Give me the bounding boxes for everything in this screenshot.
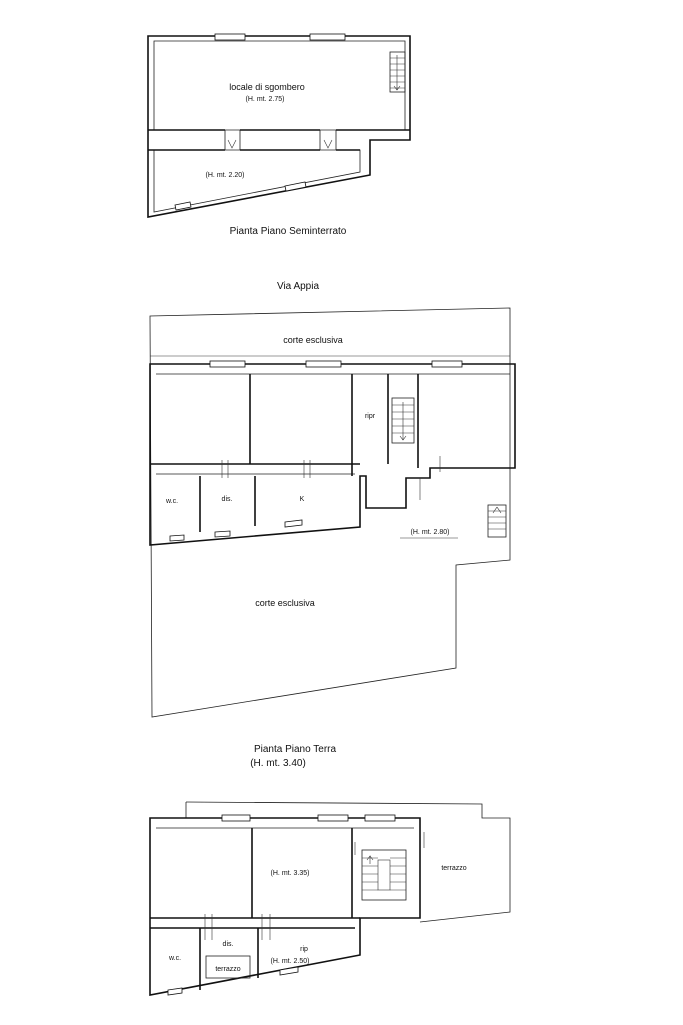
terrace-right-label: terrazzo bbox=[441, 865, 467, 872]
stair-icon bbox=[488, 505, 506, 537]
first-dis-label: dis. bbox=[222, 941, 234, 948]
ground-floor-plan bbox=[150, 281, 515, 769]
stair-icon bbox=[362, 850, 406, 900]
wc-label: w.c. bbox=[165, 498, 179, 505]
ground-caption: Pianta Piano Terra bbox=[253, 744, 337, 755]
street-label: Via Appia bbox=[276, 281, 320, 292]
first-room-height: (H. mt. 3.35) bbox=[270, 870, 310, 877]
window bbox=[280, 967, 298, 975]
terrace-small-label: terrazzo bbox=[215, 966, 241, 973]
basement-room-label: locale di sgombero bbox=[229, 82, 305, 92]
court-bottom-label: corte esclusiva bbox=[255, 598, 315, 608]
dis-label: dis. bbox=[221, 496, 233, 503]
window bbox=[318, 815, 348, 821]
window bbox=[432, 361, 462, 367]
window bbox=[215, 531, 230, 537]
basement-room-height: (H. mt. 2.75) bbox=[245, 96, 285, 103]
window bbox=[215, 34, 245, 40]
basement-plan bbox=[148, 34, 410, 237]
window bbox=[170, 535, 184, 541]
kitchen-label: K bbox=[299, 496, 305, 503]
window bbox=[222, 815, 250, 821]
first-rip-height: (H. mt. 2.50) bbox=[270, 958, 310, 965]
ground-caption-height: (H. mt. 3.40) bbox=[250, 758, 306, 769]
basement-outline bbox=[148, 36, 410, 217]
first-rip-label: rip bbox=[300, 946, 308, 953]
first-floor-plan bbox=[150, 802, 510, 995]
stair-icon bbox=[390, 52, 405, 92]
window bbox=[168, 988, 182, 995]
window bbox=[285, 520, 302, 527]
ground-building-outline bbox=[150, 364, 515, 545]
court-top-label: corte esclusiva bbox=[283, 335, 343, 345]
ripr-label: ripr bbox=[364, 413, 376, 420]
window bbox=[210, 361, 245, 367]
court-outline bbox=[150, 308, 510, 717]
stair-icon bbox=[392, 398, 414, 443]
basement-caption: Pianta Piano Seminterrato bbox=[229, 226, 347, 237]
first-building-outline bbox=[150, 818, 420, 995]
window bbox=[365, 815, 395, 821]
basement-lower-height: (H. mt. 2.20) bbox=[205, 172, 245, 179]
window bbox=[306, 361, 341, 367]
window bbox=[310, 34, 345, 40]
first-wc-label: w.c. bbox=[168, 955, 182, 962]
small-room-height: (H. mt. 2.80) bbox=[410, 529, 450, 536]
